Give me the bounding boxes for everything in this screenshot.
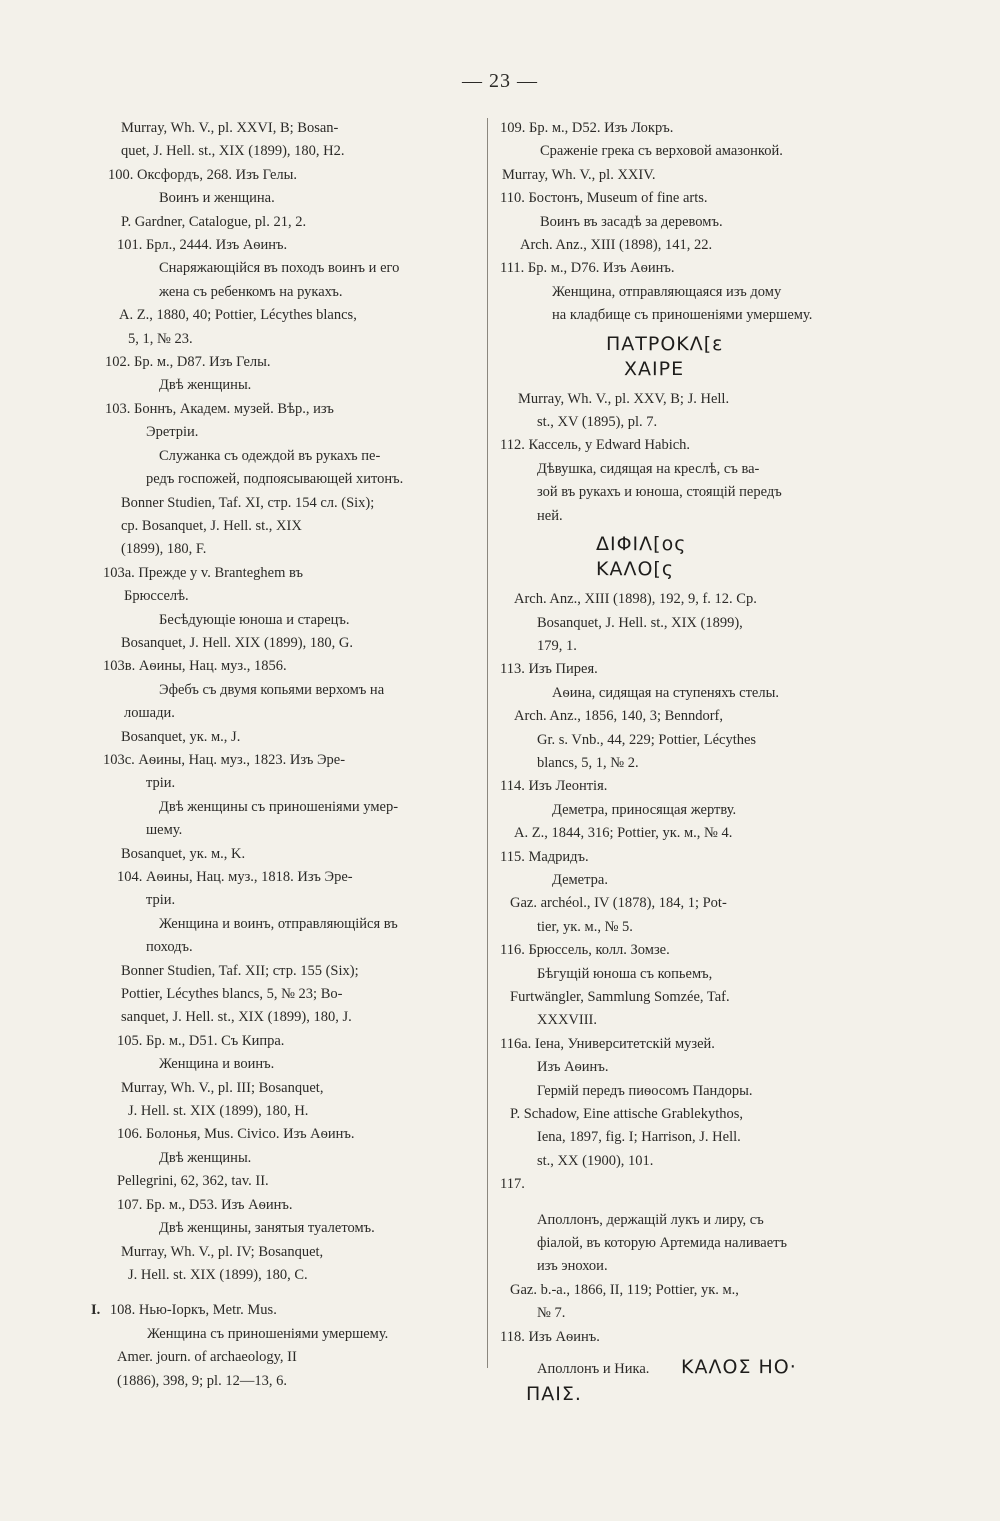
text-line: Gaz. b.-a., 1866, II, 119; Pottier, ук. м., [510, 1281, 739, 1298]
text-line: № 7. [537, 1305, 566, 1322]
text-line: st., XX (1900), 101. [537, 1152, 654, 1169]
entry-heading: 107. Бр. м., D53. Изъ Аѳинъ. [117, 1196, 293, 1213]
text-line: 5, 1, № 23. [128, 330, 193, 347]
text-line: жена съ ребенкомъ на рукахъ. [159, 283, 343, 300]
text-line: Двѣ женщины съ приношеніями умер- [159, 798, 399, 815]
text-line: Murray, Wh. V., pl. III; Bosanquet, [121, 1079, 324, 1096]
entry-heading: 103a. Прежде у v. Branteghem въ [103, 564, 303, 581]
entry-heading: 103. Боннъ, Академ. музей. Вѣр., изъ [105, 400, 334, 417]
text-line: Деметра, приносящая жертву. [552, 801, 737, 818]
inscription-kalos-ho: ΚΑΛΟΣ ΗΟ· [681, 1356, 797, 1379]
text-line: Murray, Wh. V., pl. XXVI, B; Bosan- [121, 120, 339, 136]
entry-heading: 109. Бр. м., D52. Изъ Локръ. [500, 120, 674, 136]
text-line: тріи. [146, 892, 176, 909]
text-line: Bonner Studien, Taf. XI, стр. 154 сл. (Six); [121, 494, 375, 511]
text-line: на кладбище съ приношеніями умершему. [552, 307, 813, 324]
text-line: Гермій передъ пиѳосомъ Пандоры. [537, 1082, 753, 1099]
inscription-diphilos: ΔΙΦΙΛ[ος [596, 533, 687, 556]
entry-heading: 100. Оксфордъ, 268. Изъ Гелы. [108, 166, 297, 183]
inscription-kalos: ΚΑΛΟ[ς [596, 558, 674, 581]
text-line: Женщина и воинъ. [159, 1056, 275, 1073]
text-line: Gr. s. Vnb., 44, 229; Pottier, Lécythes [537, 731, 757, 748]
text-line: Arch. Anz., 1856, 140, 3; Benndorf, [514, 708, 724, 725]
text-line: лошади. [124, 705, 175, 722]
entry-heading: 103c. Аѳины, Нац. муз., 1823. Изъ Эре- [103, 751, 346, 768]
text-line: Bosanquet, ук. м., J. [121, 728, 241, 745]
entry-heading: 113. Изъ Пирея. [500, 661, 598, 678]
text-line: Pellegrini, 62, 362, tav. II. [117, 1173, 269, 1190]
left-column [91, 117, 485, 1393]
text-line: Аполлонъ, держащій лукъ и лиру, съ [537, 1211, 764, 1228]
entry-heading-row [91, 1299, 485, 1322]
entry-heading: 112. Кассель, у Edward Habich. [500, 437, 691, 454]
text-line: тріи. [146, 775, 176, 792]
text-line: quet, J. Hell. st., XIX (1899), 180, H2. [121, 143, 345, 160]
text-line: ней. [537, 507, 563, 524]
text-line: Murray, Wh. V., pl. IV; Bosanquet, [121, 1243, 324, 1260]
text-line: tier, ук. м., № 5. [537, 918, 633, 935]
text-line: Iena, 1897, fig. I; Harrison, J. Hell. [537, 1129, 741, 1146]
text-line: Снаряжающійся въ походъ воинъ и его [159, 260, 400, 277]
entry-heading: 115. Мадридъ. [500, 848, 589, 865]
column-divider [487, 118, 488, 1368]
text-line: Бесѣдующіе юноша и старецъ. [159, 611, 350, 628]
text-line: Женщина, отправляющаяся изъ дому [552, 283, 782, 300]
text-line: blancs, 5, 1, № 2. [537, 754, 639, 771]
text-line: Pottier, Lécythes blancs, 5, № 23; Bo- [121, 986, 343, 1003]
text-line: st., XV (1895), pl. 7. [537, 414, 658, 431]
text-line: фіалой, въ которую Артемида наливаетъ [537, 1235, 787, 1252]
text-line: Двѣ женщины. [159, 1149, 252, 1166]
text-line: Женщина и воинъ, отправляющійся въ [159, 915, 398, 932]
inscription-patroklos: ΠΑΤΡΟΚΛ[ε [606, 332, 724, 355]
text-line: sanquet, J. Hell. st., XIX (1899), 180, J. [121, 1009, 352, 1026]
entry-heading: 101. Брл., 2444. Изъ Аѳинъ. [117, 237, 288, 254]
text-line: Двѣ женщины. [159, 377, 252, 394]
text-line: походъ. [146, 939, 193, 956]
text-line: Сраженіе грека съ верховой амазонкой. [540, 143, 783, 160]
inscription-row [500, 1355, 880, 1381]
text-line: Служанка съ одеждой въ рукахъ пе- [159, 447, 381, 464]
entry-heading: 104. Аѳины, Нац. муз., 1818. Изъ Эре- [117, 869, 353, 885]
text-line: Bosanquet, ук. м., K. [121, 845, 246, 862]
inscription-chaire: ΧΑΙΡΕ [624, 357, 685, 380]
text-line: Деметра. [552, 871, 608, 888]
text-line: 179, 1. [537, 637, 577, 654]
text-line: изъ энохои. [537, 1258, 608, 1275]
entry-heading: 111. Бр. м., D76. Изъ Аѳинъ. [500, 260, 675, 277]
text-line: Воинъ въ засадѣ за деревомъ. [540, 213, 723, 230]
text-line: Bosanquet, J. Hell. XIX (1899), 180, G. [121, 634, 353, 651]
text-line: A. Z., 1844, 316; Pottier, ук. м., № 4. [514, 825, 733, 842]
text-line: XXXVIII. [537, 1012, 597, 1029]
text-line: ср. Bosanquet, J. Hell. st., XIX [121, 517, 302, 534]
text-line: Arch. Anz., XIII (1898), 192, 9, f. 12. Ср. [514, 591, 757, 608]
entry-heading: 105. Бр. м., D51. Съ Кипра. [117, 1032, 285, 1049]
right-column [500, 117, 880, 1407]
text-line: P. Gardner, Catalogue, pl. 21, 2. [121, 213, 307, 230]
entry-heading: 102. Бр. м., D87. Изъ Гелы. [105, 354, 271, 371]
entry-heading: 117. [500, 1176, 525, 1193]
entry-heading: 110. Бостонъ, Museum of fine arts. [500, 190, 708, 207]
text-line: A. Z., 1880, 40; Pottier, Lécythes blancs, [119, 307, 357, 324]
entry-heading: 114. Изъ Леонтія. [500, 778, 608, 795]
text-line: шему. [146, 822, 183, 839]
text-line: Дѣвушка, сидящая на креслѣ, съ ва- [537, 460, 760, 477]
entry-heading: 116a. Іена, Университетскій музей. [500, 1035, 715, 1052]
entry-heading: 116. Брюссель, колл. Зомзе. [500, 942, 670, 959]
text-line: Gaz. archéol., IV (1878), 184, 1; Pot- [510, 895, 727, 912]
entry-heading: 103в. Аѳины, Нац. муз., 1856. [103, 658, 287, 675]
text-line: P. Schadow, Eine attische Grablekythos, [510, 1106, 744, 1123]
text-line: Брюсселѣ. [124, 588, 189, 605]
text-line: Воинъ и женщина. [159, 190, 275, 207]
text-line: (1886), 398, 9; pl. 12—13, 6. [117, 1372, 287, 1389]
text-line: Двѣ женщины, занятыя туалетомъ. [159, 1220, 375, 1237]
text-line: Женщина съ приношеніями умершему. [147, 1325, 389, 1342]
text-line: Amer. journ. of archaeology, II [117, 1349, 297, 1366]
inscription-pais: ΠΑΙΣ. [526, 1382, 582, 1405]
entry-heading: 106. Болонья, Mus. Civico. Изъ Аѳинъ. [117, 1126, 355, 1143]
text-line: (1899), 180, F. [121, 541, 207, 558]
text-line: Murray, Wh. V., pl. XXIV. [502, 166, 656, 183]
text-line: Эретріи. [146, 424, 199, 441]
text-line: Изъ Аѳинъ. [537, 1059, 609, 1076]
text-line: Аѳина, сидящая на ступеняхъ стелы. [552, 684, 779, 701]
entry-heading: 108. Нью-Іоркъ, Metr. Mus. [109, 1302, 277, 1319]
text-line: Furtwängler, Sammlung Somzée, Taf. [510, 989, 730, 1005]
page-number: — 23 — [462, 70, 538, 92]
text-line: J. Hell. st. XIX (1899), 180, H. [128, 1103, 309, 1120]
text-line: Бѣгущій юноша съ копьемъ, [537, 965, 713, 982]
text-line: зой въ рукахъ и юноша, стоящій передъ [537, 484, 782, 501]
text-line: Аполлонъ и Ника. [537, 1361, 650, 1378]
text-line: J. Hell. st. XIX (1899), 180, C. [128, 1266, 308, 1283]
text-line: Murray, Wh. V., pl. XXV, B; J. Hell. [518, 390, 730, 407]
text-line: Bosanquet, J. Hell. st., XIX (1899), [537, 614, 743, 631]
text-line: Arch. Anz., XIII (1898), 141, 22. [520, 237, 713, 254]
entry-heading: 118. Изъ Аѳинъ. [500, 1328, 600, 1345]
text-line: редъ госпожей, подпоясывающей хитонъ. [146, 471, 404, 488]
marginal-mark: I. [91, 1302, 101, 1319]
text-line: Эфебъ съ двумя копьями верхомъ на [159, 681, 385, 698]
text-line: Bonner Studien, Taf. XII; стр. 155 (Six); [121, 962, 359, 979]
